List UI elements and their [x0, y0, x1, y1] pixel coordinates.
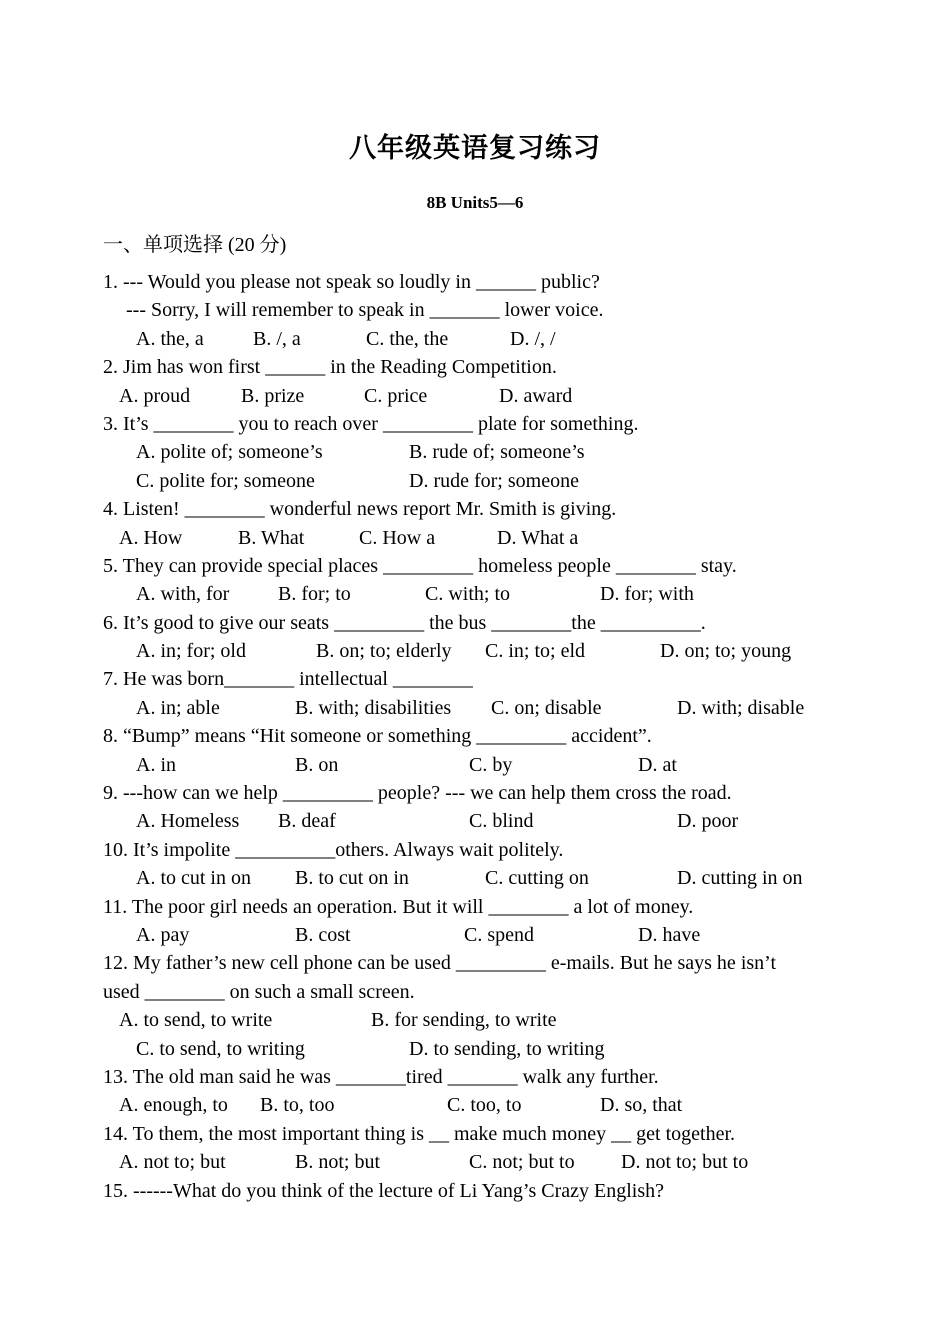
answer-option: A. in; for; old — [136, 640, 246, 663]
answer-option: A. to send, to write — [119, 1009, 273, 1032]
answer-option: A. in — [136, 753, 176, 776]
answer-option: B. to cut on in — [295, 867, 409, 890]
answer-option: A. with, for — [136, 583, 230, 606]
options-line — [103, 1148, 853, 1176]
answer-option: C. cutting on — [485, 867, 589, 890]
answer-option: B. not; but — [295, 1151, 381, 1174]
answer-option: B. deaf — [278, 810, 336, 833]
answer-option: C. spend — [464, 923, 534, 946]
options-line — [103, 807, 853, 835]
answer-option: B. to, too — [260, 1094, 335, 1117]
options-line — [103, 524, 853, 552]
answer-option: C. too, to — [447, 1094, 522, 1117]
answer-option: A. not to; but — [119, 1151, 226, 1174]
question-line: 2. Jim has won first ______ in the Reading Competition. — [103, 356, 557, 379]
question-line: 9. ---how can we help _________ people? --- we can help them cross the road. — [103, 782, 732, 805]
question-line: used ________ on such a small screen. — [103, 980, 415, 1003]
question-line: --- Sorry, I will remember to speak in _______ lower voice. — [126, 299, 604, 322]
question-line: 3. It’s ________ you to reach over _________ plate for something. — [103, 412, 639, 435]
options-line — [103, 1091, 853, 1119]
answer-option: A. polite of; someone’s — [136, 441, 323, 464]
answer-option: D. at — [638, 753, 677, 776]
options-line — [103, 467, 853, 495]
question-line: 12. My father’s new cell phone can be used _________ e-mails. But he says he isn’t — [103, 952, 777, 975]
question-line: 13. The old man said he was _______tired _______ walk any further. — [103, 1065, 659, 1088]
answer-option: D. with; disable — [677, 696, 805, 719]
answer-option: A. the, a — [136, 327, 204, 350]
question-line: 1. --- Would you please not speak so loudly in ______ public? — [103, 271, 600, 293]
answer-option: D. for; with — [600, 583, 694, 606]
answer-option: B. on; to; elderly — [316, 640, 452, 663]
section-heading: 一、单项选择 (20 分) — [103, 234, 287, 256]
page-title: 八年级英语复习练习 — [349, 133, 601, 164]
question-line: 5. They can provide special places _________ homeless people ________ stay. — [103, 554, 737, 577]
page-subtitle: 8B Units5—6 — [426, 193, 524, 212]
answer-option: D. so, that — [600, 1094, 683, 1117]
answer-option: D. on; to; young — [660, 640, 792, 663]
answer-option: C. polite for; someone — [136, 469, 315, 492]
answer-option: D. What a — [497, 526, 579, 549]
question-line: 10. It’s impolite __________others. Always wait politely. — [103, 838, 564, 861]
answer-option: D. award — [499, 384, 573, 407]
answer-option: C. by — [469, 753, 513, 776]
answer-option: D. /, / — [510, 327, 556, 350]
options-line — [103, 438, 853, 466]
answer-option: D. poor — [677, 810, 739, 833]
answer-option: C. to send, to writing — [136, 1037, 305, 1060]
options-line — [103, 382, 853, 410]
answer-option: C. in; to; eld — [485, 640, 585, 663]
options-line — [103, 325, 853, 353]
question-line: 4. Listen! ________ wonderful news report Mr. Smith is giving. — [103, 498, 617, 521]
answer-option: A. to cut in on — [136, 867, 251, 890]
options-line — [103, 694, 853, 722]
answer-option: B. /, a — [253, 327, 301, 350]
answer-option: B. for sending, to write — [371, 1009, 557, 1032]
question-line: 7. He was born_______ intellectual ________ — [103, 668, 473, 691]
answer-option: D. cutting in on — [677, 867, 803, 890]
answer-option: B. for; to — [278, 583, 351, 606]
options-line — [103, 921, 853, 949]
answer-option: A. enough, to — [119, 1094, 228, 1117]
answer-option: C. the, the — [366, 327, 449, 350]
answer-option: C. on; disable — [491, 696, 602, 719]
options-line — [103, 864, 853, 892]
answer-option: A. proud — [119, 384, 191, 407]
answer-option: A. Homeless — [136, 810, 240, 833]
question-line: 6. It’s good to give our seats _________ the bus ________the __________. — [103, 611, 706, 634]
answer-option: D. rude for; someone — [409, 469, 579, 492]
answer-option: D. have — [638, 923, 701, 946]
answer-option: C. How a — [359, 526, 436, 549]
answer-option: D. not to; but to — [621, 1151, 749, 1174]
answer-option: A. How — [119, 526, 183, 549]
options-line — [103, 1006, 853, 1034]
options-line — [103, 1035, 853, 1063]
question-list — [103, 268, 853, 1205]
question-line: 8. “Bump” means “Hit someone or something _________ accident”. — [103, 725, 652, 748]
options-line — [103, 751, 853, 779]
options-line — [103, 637, 853, 665]
answer-option: B. with; disabilities — [295, 696, 452, 719]
question-line: 11. The poor girl needs an operation. But it will ________ a lot of money. — [103, 895, 694, 918]
answer-option: C. blind — [469, 810, 534, 833]
question-line: 15. ------What do you think of the lecture of Li Yang’s Crazy English? — [103, 1179, 664, 1202]
answer-option: A. pay — [136, 923, 190, 946]
question-line: 14. To them, the most important thing is __ make much money __ get together. — [103, 1122, 736, 1145]
answer-option: B. cost — [295, 923, 351, 946]
answer-option: C. not; but to — [469, 1151, 575, 1174]
answer-option: C. with; to — [425, 583, 511, 606]
answer-option: B. prize — [241, 384, 305, 407]
options-line — [103, 580, 853, 608]
answer-option: B. What — [238, 526, 305, 549]
answer-option: B. on — [295, 753, 339, 776]
answer-option: A. in; able — [136, 696, 220, 719]
answer-option: C. price — [364, 384, 428, 407]
answer-option: D. to sending, to writing — [409, 1037, 605, 1060]
answer-option: B. rude of; someone’s — [409, 441, 585, 464]
